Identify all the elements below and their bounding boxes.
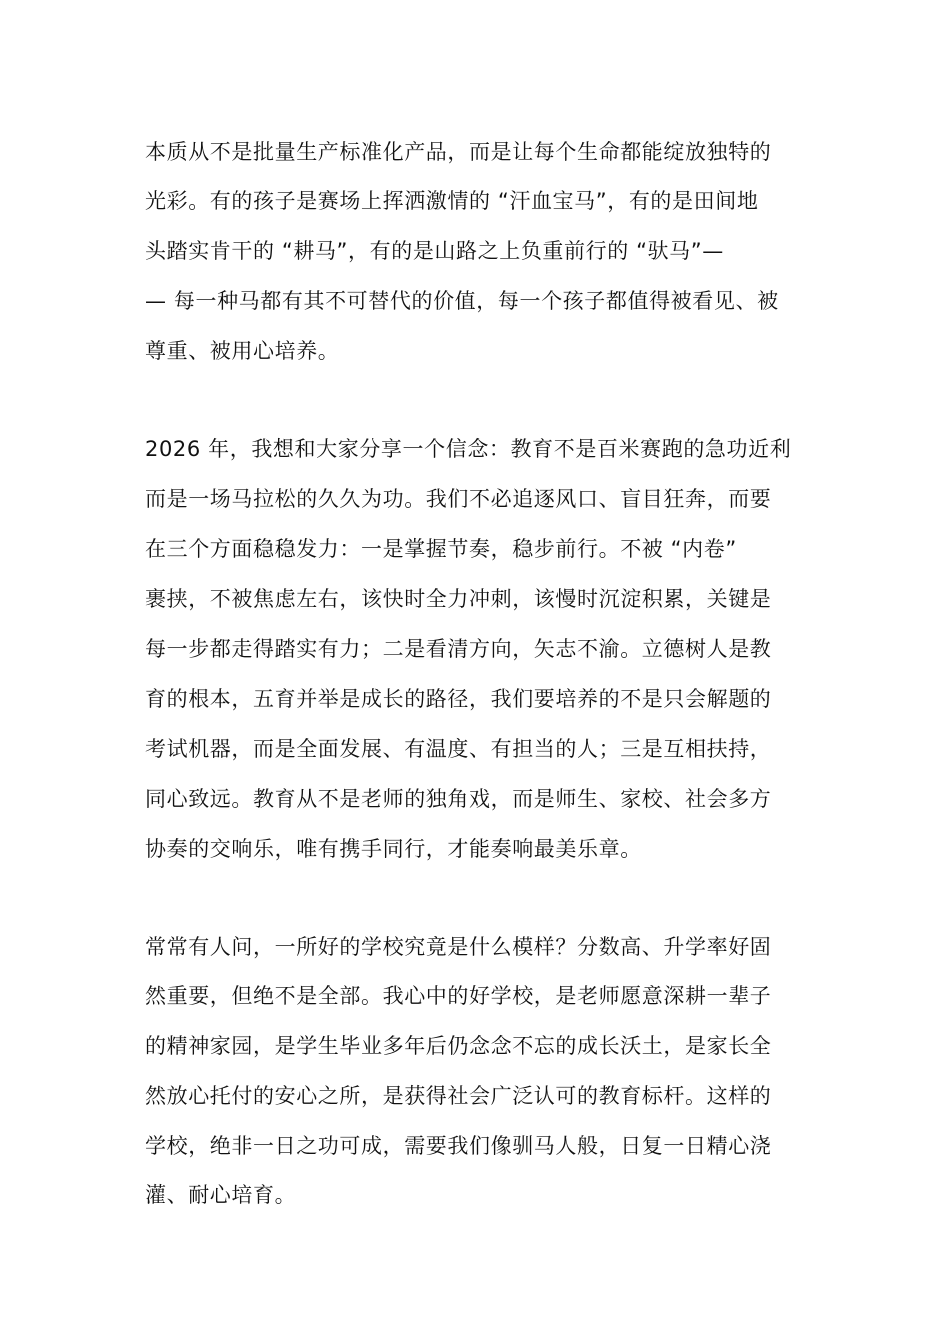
- paragraph-line: 灌、耐心培育。: [145, 1183, 297, 1207]
- paragraph-line: 本质从不是批量生产标准化产品，而是让每个生命都能绽放独特的: [145, 140, 772, 164]
- paragraph-line: 然重要，但绝不是全部。我心中的好学校，是老师愿意深耕一辈子: [145, 984, 772, 1008]
- paragraph-line: — 每一种马都有其不可替代的价值，每一个孩子都值得被看见、被: [145, 289, 779, 313]
- paragraph-line: 的精神家园，是学生毕业多年后仍念念不忘的成长沃土，是家长全: [145, 1034, 772, 1058]
- paragraph-line: 尊重、被用心培养。: [145, 339, 340, 363]
- paragraph-line: 光彩。有的孩子是赛场上挥洒激情的 “汗血宝马”，有的是田间地: [145, 189, 759, 213]
- paragraph-line: 考试机器，而是全面发展、有温度、有担当的人；三是互相扶持，: [145, 737, 772, 761]
- paragraph-line: 然放心托付的安心之所，是获得社会广泛认可的教育标杆。这样的: [145, 1084, 772, 1108]
- paragraph-line: 头踏实肯干的 “耕马”，有的是山路之上负重前行的 “驮马”—: [145, 239, 724, 263]
- paragraph-line: 在三个方面稳稳发力：一是掌握节奏，稳步前行。不被 “内卷”: [145, 537, 737, 561]
- paragraph-line: 常常有人问，一所好的学校究竟是什么模样？分数高、升学率好固: [145, 935, 772, 959]
- paragraph-line: 2026 年，我想和大家分享一个信念：教育不是百米赛跑的急功近利: [145, 437, 792, 461]
- paragraph-line: 学校，绝非一日之功可成，需要我们像驯马人般，日复一日精心浇: [145, 1134, 772, 1158]
- paragraph-line: 协奏的交响乐，唯有携手同行，才能奏响最美乐章。: [145, 837, 642, 861]
- paragraph-line: 每一步都走得踏实有力；二是看清方向，矢志不渝。立德树人是教: [145, 637, 772, 661]
- paragraph-line: 同心致远。教育从不是老师的独角戏，而是师生、家校、社会多方: [145, 787, 772, 811]
- paragraph-line: 裹挟，不被焦虑左右，该快时全力冲刺，该慢时沉淀积累，关键是: [145, 587, 772, 611]
- paragraph-line: 而是一场马拉松的久久为功。我们不必追逐风口、盲目狂奔，而要: [145, 487, 772, 511]
- paragraph-line: 育的根本，五育并举是成长的路径，我们要培养的不是只会解题的: [145, 687, 772, 711]
